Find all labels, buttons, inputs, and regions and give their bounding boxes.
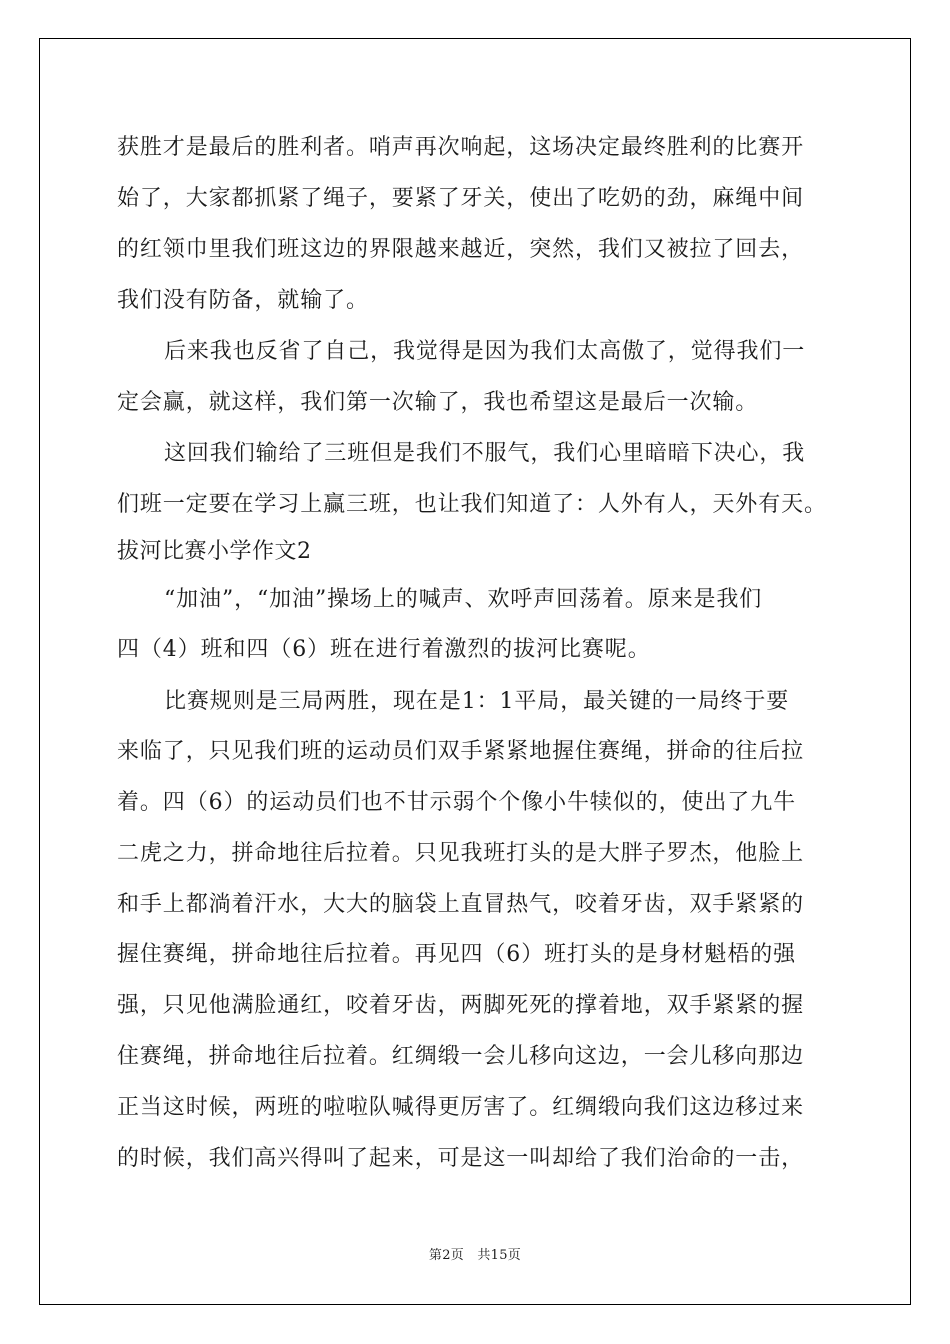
- text-line: 始了，大家都抓紧了绳子，要紧了牙关，使出了吃奶的劲，麻绳中间: [117, 186, 805, 211]
- page-number-footer: 第2页 共15页: [428, 1248, 522, 1263]
- text-line: 来临了，只见我们班的运动员们双手紧紧地握住赛绳，拼命的往后拉: [117, 739, 805, 764]
- paragraph-first-line: 后来我也反省了自己，我觉得是因为我们太高傲了，觉得我们一: [164, 339, 806, 364]
- section-heading: 拔河比赛小学作文2: [117, 539, 312, 564]
- text-line: 获胜才是最后的胜利者。哨声再次响起，这场决定最终胜利的比赛开: [117, 135, 805, 160]
- text-line: 强，只见他满脸通红，咬着牙齿，两脚死死的撑着地，双手紧紧的握: [117, 993, 805, 1018]
- text-line: 和手上都淌着汗水，大大的脑袋上直冒热气，咬着牙齿，双手紧紧的: [117, 892, 805, 917]
- text-line: 住赛绳，拼命地往后拉着。红绸缎一会儿移向这边，一会儿移向那边: [117, 1044, 805, 1069]
- text-line: 们班一定要在学习上赢三班，也让我们知道了：人外有人，天外有天。: [117, 492, 827, 517]
- text-line: 二虎之力，拼命地往后拉着。只见我班打头的是大胖子罗杰，他脸上: [117, 841, 805, 866]
- text-line: 正当这时候，两班的啦啦队喊得更厉害了。红绸缎向我们这边移过来: [117, 1095, 805, 1120]
- text-line: 的时候，我们高兴得叫了起来，可是这一叫却给了我们治命的一击，: [117, 1146, 805, 1171]
- text-line: 四（4）班和四（6）班在进行着激烈的拔河比赛呢。: [117, 637, 651, 662]
- text-line: 定会赢，就这样，我们第一次输了，我也希望这是最后一次输。: [117, 390, 759, 415]
- text-line: 着。四（6）的运动员们也不甘示弱个个像小牛犊似的，使出了九牛: [117, 790, 796, 815]
- text-line: 握住赛绳，拼命地往后拉着。再见四（6）班打头的是身材魁梧的强: [117, 942, 796, 967]
- text-line: 的红领巾里我们班这边的界限越来越近，突然，我们又被拉了回去，: [117, 237, 805, 262]
- text-line: 我们没有防备，就输了。: [117, 288, 369, 313]
- paragraph-first-line: 这回我们输给了三班但是我们不服气，我们心里暗暗下决心，我: [164, 441, 806, 466]
- paragraph-first-line: 比赛规则是三局两胜，现在是1：1平局，最关键的一局终于要: [164, 689, 790, 714]
- paragraph-first-line: “加油”，“加油”操场上的喊声、欢呼声回荡着。原来是我们: [164, 587, 763, 612]
